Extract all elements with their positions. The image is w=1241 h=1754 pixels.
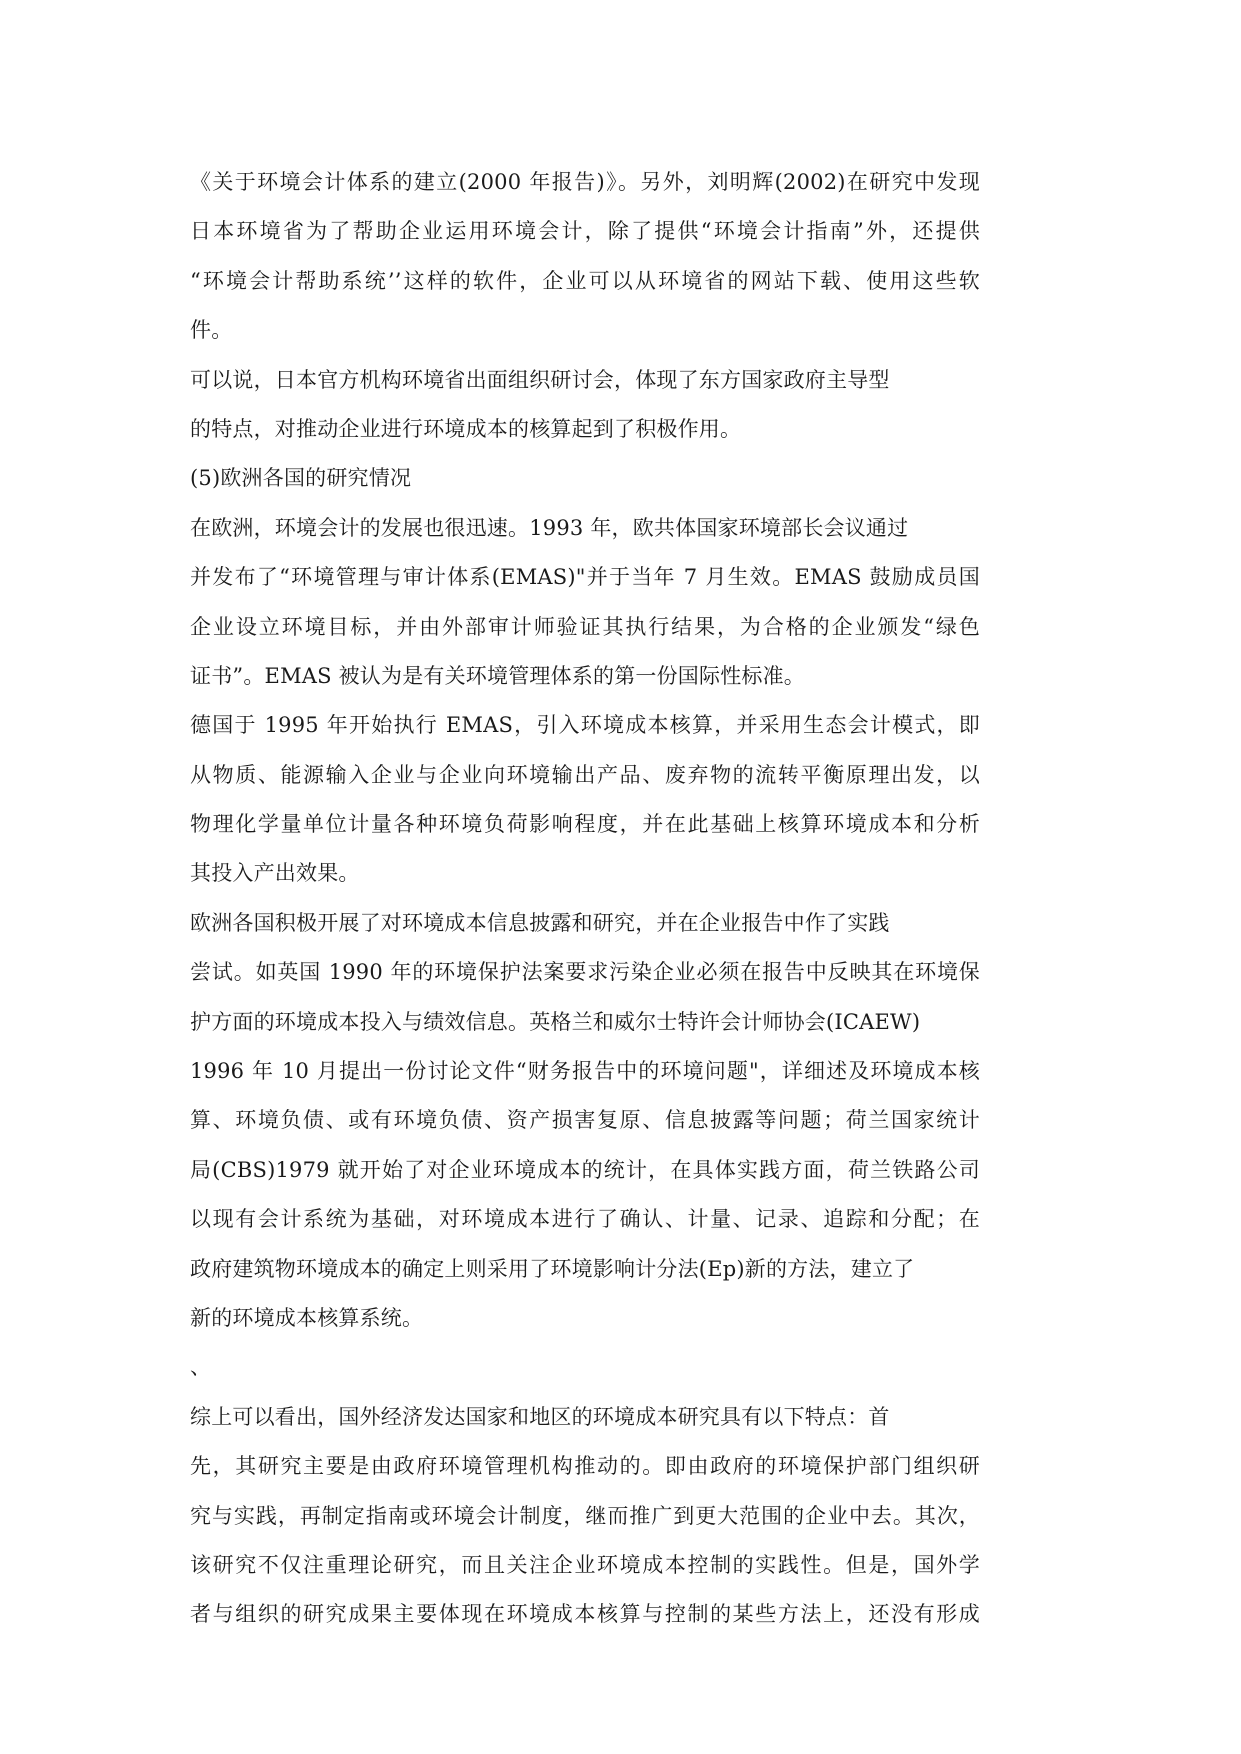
text-line: 先，其研究主要是由政府环境管理机构推动的。即由政府的环境保护部门组织研 — [190, 1454, 980, 1479]
text-line: 在欧洲，环境会计的发展也很迅速。1993 年，欧共体国家环境部长会议通过 — [190, 515, 909, 540]
text-line: 以现有会计系统为基础，对环境成本进行了确认、计量、记录、追踪和分配；在 — [190, 1207, 980, 1232]
text-line: 该研究不仅注重理论研究，而且关注企业环境成本控制的实践性。但是，国外学 — [190, 1552, 980, 1577]
text-line: 日本环境省为了帮助企业运用环境会计，除了提供“环境会计指南”外，还提供 — [190, 219, 980, 244]
text-line: 局(CBS)1979 就开始了对企业环境成本的统计，在具体实践方面，荷兰铁路公司 — [190, 1157, 980, 1182]
text-line: 欧洲各国积极开展了对环境成本信息披露和研究，并在企业报告中作了实践 — [190, 910, 890, 935]
text-line: 并发布了“环境管理与审计体系(EMAS)"并于当年 7 月生效。EMAS 鼓励成员国 — [190, 565, 980, 590]
text-line: 综上可以看出，国外经济发达国家和地区的环境成本研究具有以下特点：首 — [190, 1404, 890, 1429]
text-line: 算、环境负债、或有环境负债、资产损害复原、信息披露等问题；荷兰国家统计 — [190, 1108, 980, 1133]
text-line: 者与组织的研究成果主要体现在环境成本核算与控制的某些方法上，还没有形成 — [190, 1602, 980, 1627]
text-line: 究与实践，再制定指南或环境会计制度，继而推广到更大范围的企业中去。其次， — [190, 1503, 980, 1528]
text-line: 尝试。如英国 1990 年的环境保护法案要求污染企业必须在报告中反映其在环境保 — [190, 960, 980, 985]
text-line: 《关于环境会计体系的建立(2000 年报告)》。另外，刘明辉(2002)在研究中发现 — [190, 170, 980, 194]
text-line: 1996 年 10 月提出一份讨论文件“财务报告中的环境问题"，详细述及环境成本核 — [190, 1059, 980, 1084]
text-line: 件。 — [190, 318, 233, 343]
text-line: 从物质、能源输入企业与企业向环境输出产品、废弃物的流转平衡原理出发，以 — [190, 762, 980, 787]
text-line: 企业设立环境目标，并由外部审计师验证其执行结果，为合格的企业颁发“绿色 — [190, 614, 980, 639]
text-line: 政府建筑物环境成本的确定上则采用了环境影响计分法(Ep)新的方法，建立了 — [190, 1256, 915, 1281]
text-line: “环境会计帮助系统’’这样的软件，企业可以从环境省的网站下载、使用这些软 — [190, 268, 980, 293]
stray-punctuation: 、 — [190, 1355, 212, 1380]
text-line: 可以说，日本官方机构环境省出面组织研讨会，体现了东方国家政府主导型 — [190, 367, 890, 392]
text-line: 护方面的环境成本投入与绩效信息。英格兰和威尔士特许会计师协会(ICAEW) — [190, 1009, 921, 1034]
text-line: 的特点，对推动企业进行环境成本的核算起到了积极作用。 — [190, 416, 742, 441]
text-line: 德国于 1995 年开始执行 EMAS，引入环境成本核算，并采用生态会计模式，即 — [190, 713, 980, 738]
text-line: 新的环境成本核算系统。 — [190, 1305, 424, 1330]
body-text — [190, 158, 980, 1640]
section-heading: (5)欧洲各国的研究情况 — [190, 466, 412, 491]
text-line: 物理化学量单位计量各种环境负荷影响程度，并在此基础上核算环境成本和分析 — [190, 812, 980, 837]
text-line: 证书”。EMAS 被认为是有关环境管理体系的第一份国际性标准。 — [190, 663, 805, 688]
text-line: 其投入产出效果。 — [190, 861, 360, 886]
